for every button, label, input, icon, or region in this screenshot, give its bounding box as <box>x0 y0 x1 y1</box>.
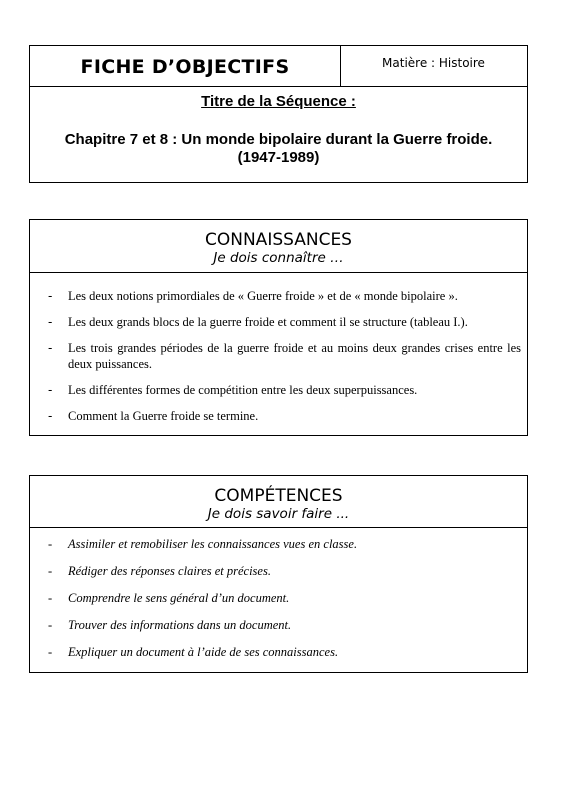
subject-label: Matière : Histoire <box>382 56 485 70</box>
header-row <box>30 46 527 87</box>
connaissances-subtitle: Je dois connaître … <box>213 250 344 266</box>
list-item-text: Expliquer un document à l’aide de ses connaissances. <box>68 645 339 659</box>
bullet-dash: - <box>48 340 53 355</box>
bullet-dash: - <box>48 314 53 329</box>
list-item <box>30 288 527 304</box>
sequence-heading-text: Titre de la Séquence : <box>201 93 356 110</box>
list-item <box>30 340 527 372</box>
competences-list <box>30 527 527 671</box>
competences-title: COMPÉTENCES <box>214 486 343 506</box>
list-item-text: Comment la Guerre froide se termine. <box>68 409 259 423</box>
list-item-text: Comprendre le sens général d’un document. <box>68 591 290 605</box>
competences-box <box>29 475 528 673</box>
bullet-dash: - <box>48 288 53 303</box>
bullet-dash: - <box>48 537 53 551</box>
chapter-line-2: (1947-1989) <box>237 149 320 166</box>
header-title-cell <box>30 46 341 86</box>
list-item-text: Rédiger des réponses claires et précises. <box>68 564 271 578</box>
list-item <box>30 590 527 617</box>
page-title: FICHE D’OBJECTIFS <box>80 56 290 78</box>
list-item <box>30 617 527 644</box>
bullet-dash: - <box>48 564 53 578</box>
list-item <box>30 563 527 590</box>
list-item-text: Trouver des informations dans un document. <box>68 618 292 632</box>
sequence-heading <box>30 93 527 110</box>
list-item <box>30 408 527 424</box>
bullet-dash: - <box>48 645 53 659</box>
list-item-text: Les différentes formes de compétition entre les deux superpuissances. <box>68 383 418 397</box>
competences-subtitle: Je dois savoir faire ... <box>207 506 350 522</box>
competences-header <box>30 476 527 528</box>
bullet-dash: - <box>48 591 53 605</box>
chapter-title <box>30 131 527 167</box>
list-item-text: Les trois grandes périodes de la guerre froide et au moins deux grandes crises entre les deux puissances. <box>68 341 521 371</box>
list-item <box>30 644 527 671</box>
bullet-dash: - <box>48 618 53 632</box>
connaissances-box <box>29 219 528 436</box>
list-item <box>30 314 527 330</box>
list-item-text: Assimiler et remobiliser les connaissances vues en classe. <box>68 537 358 551</box>
connaissances-title: CONNAISSANCES <box>205 230 352 250</box>
list-item <box>30 536 527 563</box>
subject-cell <box>340 46 527 86</box>
bullet-dash: - <box>48 408 53 423</box>
list-item <box>30 382 527 398</box>
chapter-line-1: Chapitre 7 et 8 : Un monde bipolaire durant la Guerre froide. <box>64 131 493 148</box>
list-item-text: Les deux notions primordiales de « Guerre froide » et de « monde bipolaire ». <box>68 289 458 303</box>
header-box <box>29 45 528 183</box>
connaissances-header <box>30 220 527 273</box>
connaissances-list <box>30 272 527 424</box>
list-item-text: Les deux grands blocs de la guerre froide et comment il se structure (tableau I.). <box>68 315 468 329</box>
bullet-dash: - <box>48 382 53 397</box>
